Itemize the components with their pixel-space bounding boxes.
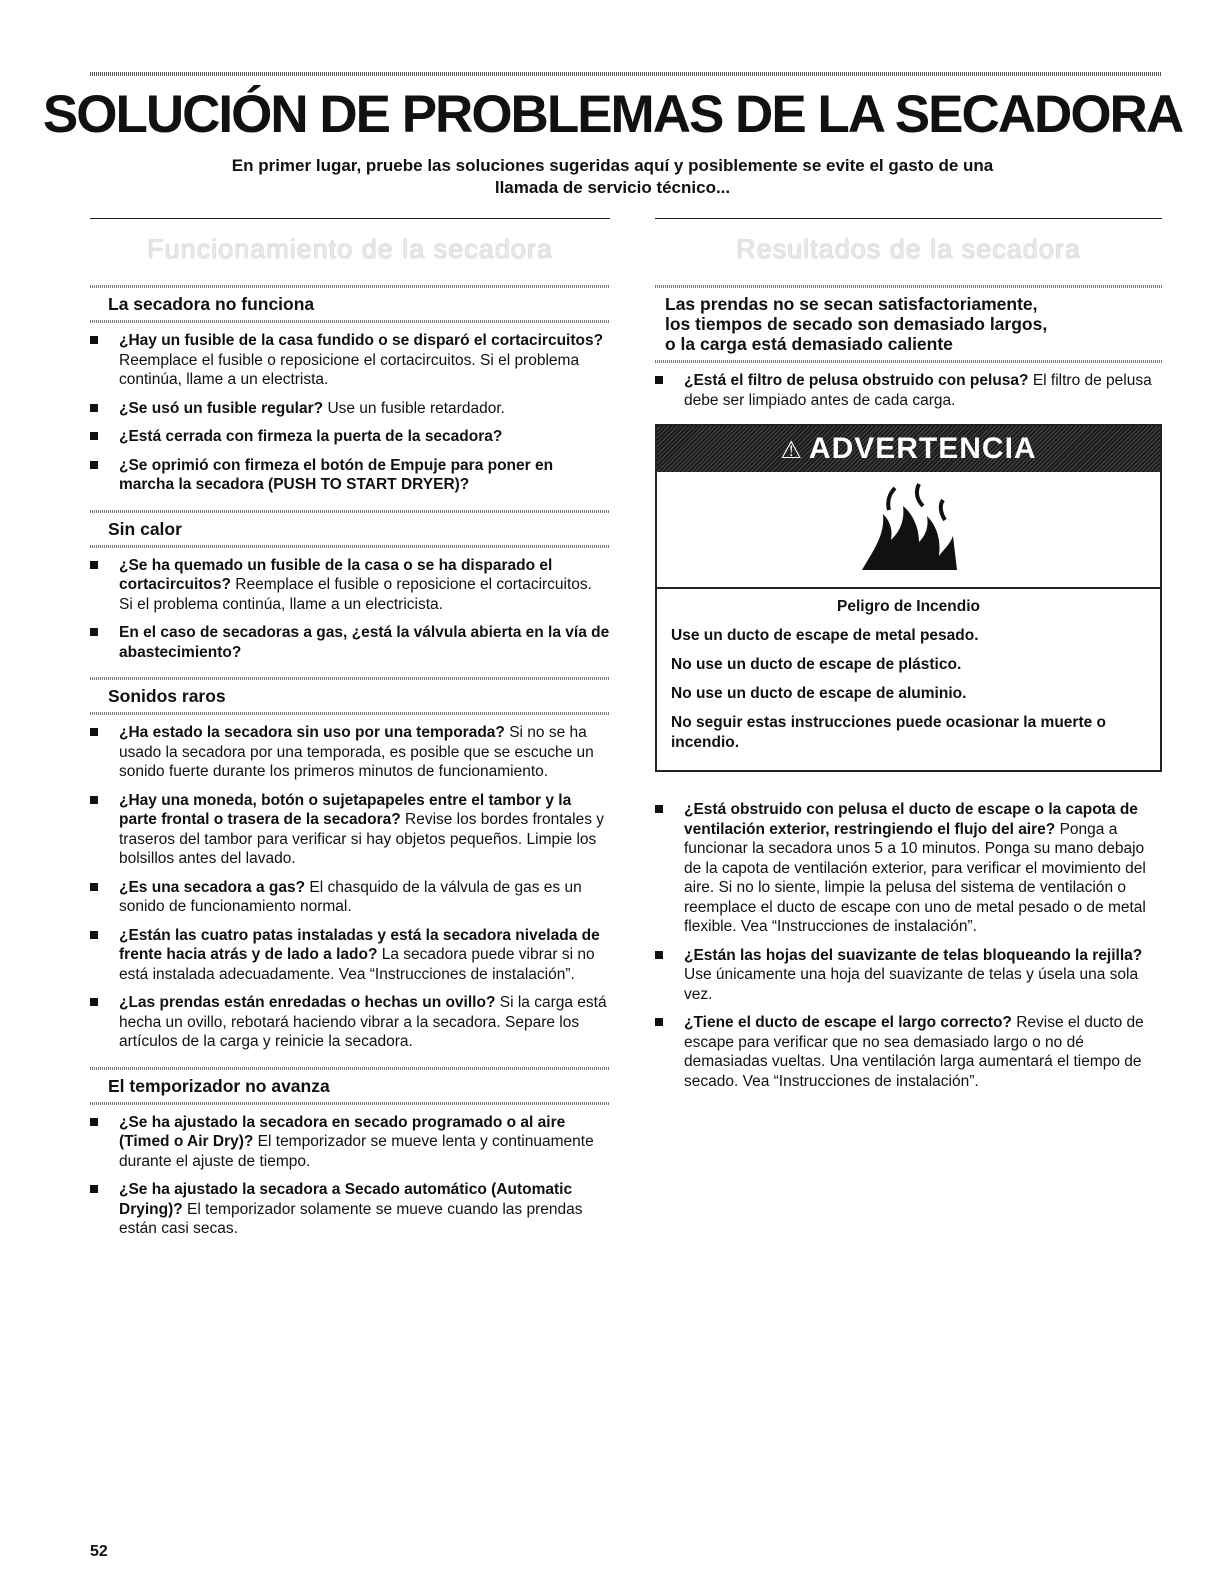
subtitle-line-1: En primer lugar, pruebe las soluciones sugeridas aquí y posiblemente se evite el gasto de una [231, 156, 994, 175]
warning-line: No seguir estas instrucciones puede ocasionar la muerte o incendio. [671, 714, 1106, 751]
item-question: ¿Están las hojas del suavizante de telas bloqueando la rejilla? [684, 946, 1143, 964]
square-bullet-icon [90, 931, 98, 939]
square-bullet-icon [90, 728, 98, 736]
item-question: ¿Está el filtro de pelusa obstruido con pelusa? [684, 372, 1029, 389]
list-item [90, 1180, 610, 1239]
column-rule [90, 218, 610, 219]
item-answer: El temporizador solamente se mueve cuando las prendas están casi secas. [119, 1200, 583, 1237]
item-answer: El chasquido de la válvula de gas es un sonido de funcionamiento normal. [119, 878, 582, 915]
right-column [655, 218, 1162, 1100]
warning-hazard-title: Peligro de Incendio [837, 598, 980, 615]
item-question: ¿Es una secadora a gas? [119, 878, 306, 896]
list-item [655, 800, 1162, 937]
list-item [90, 723, 610, 782]
item-answer: Reemplace el fusible o reposicione el cortacircuitos. Si el problema continúa, llame a un electrista. [119, 351, 580, 388]
list-item [90, 556, 610, 615]
item-question: ¿Ha estado la secadora sin uso por una temporada? [119, 724, 505, 741]
section-list-unusual-sounds [90, 723, 610, 1052]
item-question: ¿Se usó un fusible regular? [119, 399, 324, 417]
square-bullet-icon [90, 561, 98, 569]
column-heading-operation: Funcionamiento de la secadora [147, 234, 553, 264]
item-answer: Si no se ha usado la secadora por una temporada, es posible que se escuche un sonido fuerte durante los primeros minutos de funcionamiento. [119, 724, 594, 780]
section-divider [655, 360, 1162, 363]
list-item [90, 331, 610, 390]
item-question: ¿Está cerrada con firmeza la puerta de la secadora? [119, 428, 503, 445]
section-title-no-heat: Sin calor [108, 518, 182, 539]
page-number: 52 [90, 1543, 108, 1560]
warning-box [655, 424, 1162, 772]
list-item [90, 993, 610, 1052]
section-title-timer: El temporizador no avanza [108, 1075, 330, 1096]
square-bullet-icon [655, 951, 663, 959]
square-bullet-icon [90, 796, 98, 804]
item-question: ¿Las prendas están enredadas o hechas un ovillo? [119, 994, 496, 1011]
square-bullet-icon [655, 805, 663, 813]
section-divider [90, 545, 610, 548]
warning-line: No use un ducto de escape de plástico. [671, 656, 962, 673]
warning-line: No use un ducto de escape de aluminio. [671, 685, 967, 702]
warning-triangle-icon: ⚠ [780, 437, 803, 464]
fire-hazard-icon [657, 472, 1160, 589]
item-answer: Ponga a funcionar la secadora unos 5 a 10 minutos. Ponga su mano debajo de la capota de ventilación exterior, para verificar el movimiento del aire. Si no lo siente, limpie la pelusa del sistema de ventilación o reemplace el ducto de escape con uno de metal pesado o de metal flexible. Vea “Instrucciones de instalación”. [684, 820, 1146, 935]
square-bullet-icon [90, 883, 98, 891]
left-column [90, 218, 610, 1248]
list-item [90, 623, 610, 662]
item-answer: Si la carga está hecha un ovillo, rebotará haciendo vibrar a la secadora. Separe los artículos de la carga y reinicie la secadora. [119, 994, 607, 1050]
warning-body [657, 589, 1160, 770]
square-bullet-icon [90, 336, 98, 344]
item-question: ¿Se ha ajustado la secadora a Secado automático (Automatic Drying)? [119, 1181, 573, 1218]
section-title-not-working: La secadora no funciona [108, 294, 315, 314]
subtitle [140, 155, 1085, 199]
list-item [90, 878, 610, 917]
section-list-not-working [90, 331, 610, 495]
item-question: En el caso de secadoras a gas, ¿está la válvula abierta en la vía de abastecimiento? [119, 624, 610, 661]
square-bullet-icon [90, 461, 98, 469]
section-title-line-1: Las prendas no se secan satisfactoriamente, [665, 294, 1038, 314]
warning-header-label: ADVERTENCIA [808, 432, 1037, 465]
list-item [90, 1113, 610, 1172]
subtitle-line-2: llamada de servicio técnico... [494, 178, 731, 197]
square-bullet-icon [90, 432, 98, 440]
square-bullet-icon [655, 376, 663, 384]
item-question: ¿Hay un fusible de la casa fundido o se disparó el cortacircuitos? [119, 332, 604, 349]
item-answer: La secadora puede vibrar si no está instalada adecuadamente. Vea “Instrucciones de instalación”. [119, 946, 595, 983]
item-answer: Use únicamente una hoja del suavizante de telas y úsela una sola vez. [684, 966, 1139, 1003]
warning-header [657, 426, 1160, 472]
square-bullet-icon [90, 1118, 98, 1126]
item-answer: Reemplace el fusible o reposicione el cortacircuitos. Si el problema continúa, llame a un electricista. [119, 576, 592, 613]
item-question: ¿Se oprimió con firmeza el botón de Empuje para poner en marcha la secadora (PUSH TO START DRYER)? [119, 456, 554, 493]
square-bullet-icon [90, 404, 98, 412]
item-answer: El filtro de pelusa debe ser limpiado antes de cada carga. [684, 372, 1152, 409]
column-heading-results: Resultados de la secadora [736, 234, 1081, 264]
square-bullet-icon [90, 1185, 98, 1193]
section-title-unusual-sounds: Sonidos raros [108, 686, 226, 706]
list-item [655, 946, 1162, 1005]
list-item [655, 1013, 1162, 1091]
top-rule [90, 72, 1162, 76]
item-answer: Use un fusible retardador. [327, 399, 505, 417]
list-item [90, 926, 610, 985]
section-title-line-3: o la carga está demasiado caliente [665, 334, 953, 354]
warning-line: Use un ducto de escape de metal pesado. [671, 627, 979, 644]
list-item [90, 456, 610, 495]
section-divider [90, 1102, 610, 1105]
section-list-timer [90, 1113, 610, 1239]
section-divider [90, 320, 610, 323]
square-bullet-icon [655, 1018, 663, 1026]
item-question: ¿Hay una moneda, botón o sujetapapeles entre el tambor y la parte frontal o trasera de la secadora? [119, 791, 572, 828]
section-list-lint-filter [655, 371, 1162, 410]
section-list-no-heat [90, 556, 610, 663]
item-question: ¿Tiene el ducto de escape el largo correcto? [684, 1014, 1012, 1031]
section-list-exhaust [655, 800, 1162, 1091]
item-answer: Revise el ducto de escape para verificar que no sea demasiado largo o no dé demasiadas vueltas. Una ventilación larga aumentará el tiempo de secado. Vea “Instrucciones de instalación”. [684, 1014, 1144, 1090]
item-question: ¿Están las cuatro patas instaladas y está la secadora nivelada de frente hacia atrás y de lado a lado? [119, 926, 600, 963]
item-question: ¿Se ha ajustado la secadora en secado programado o al aire (Timed o Air Dry)? [119, 1113, 566, 1150]
list-item [90, 427, 610, 447]
item-question: ¿Está obstruido con pelusa el ducto de escape o la capota de ventilación exterior, restringiendo el flujo del aire? [684, 801, 1138, 838]
item-answer: El temporizador se mueve lenta y continuamente durante el ajuste de tiempo. [119, 1133, 594, 1170]
square-bullet-icon [90, 998, 98, 1006]
section-divider [90, 712, 610, 715]
section-title-line-2: los tiempos de secado son demasiado largos, [665, 314, 1048, 334]
item-answer: Revise los bordes frontales y traseros del tambor para verificar si hay objetos pequeños. Limpie los bolsillos antes del lavado. [119, 811, 605, 867]
list-item [655, 371, 1162, 410]
page-title: SOLUCIÓN DE PROBLEMAS DE LA SECADORA [42, 85, 1183, 144]
item-question: ¿Se ha quemado un fusible de la casa o se ha disparado el cortacircuitos? [119, 556, 553, 593]
list-item [90, 399, 610, 419]
list-item [90, 791, 610, 869]
column-rule [655, 218, 1162, 219]
square-bullet-icon [90, 628, 98, 636]
section-title-drying-results [655, 288, 1162, 360]
